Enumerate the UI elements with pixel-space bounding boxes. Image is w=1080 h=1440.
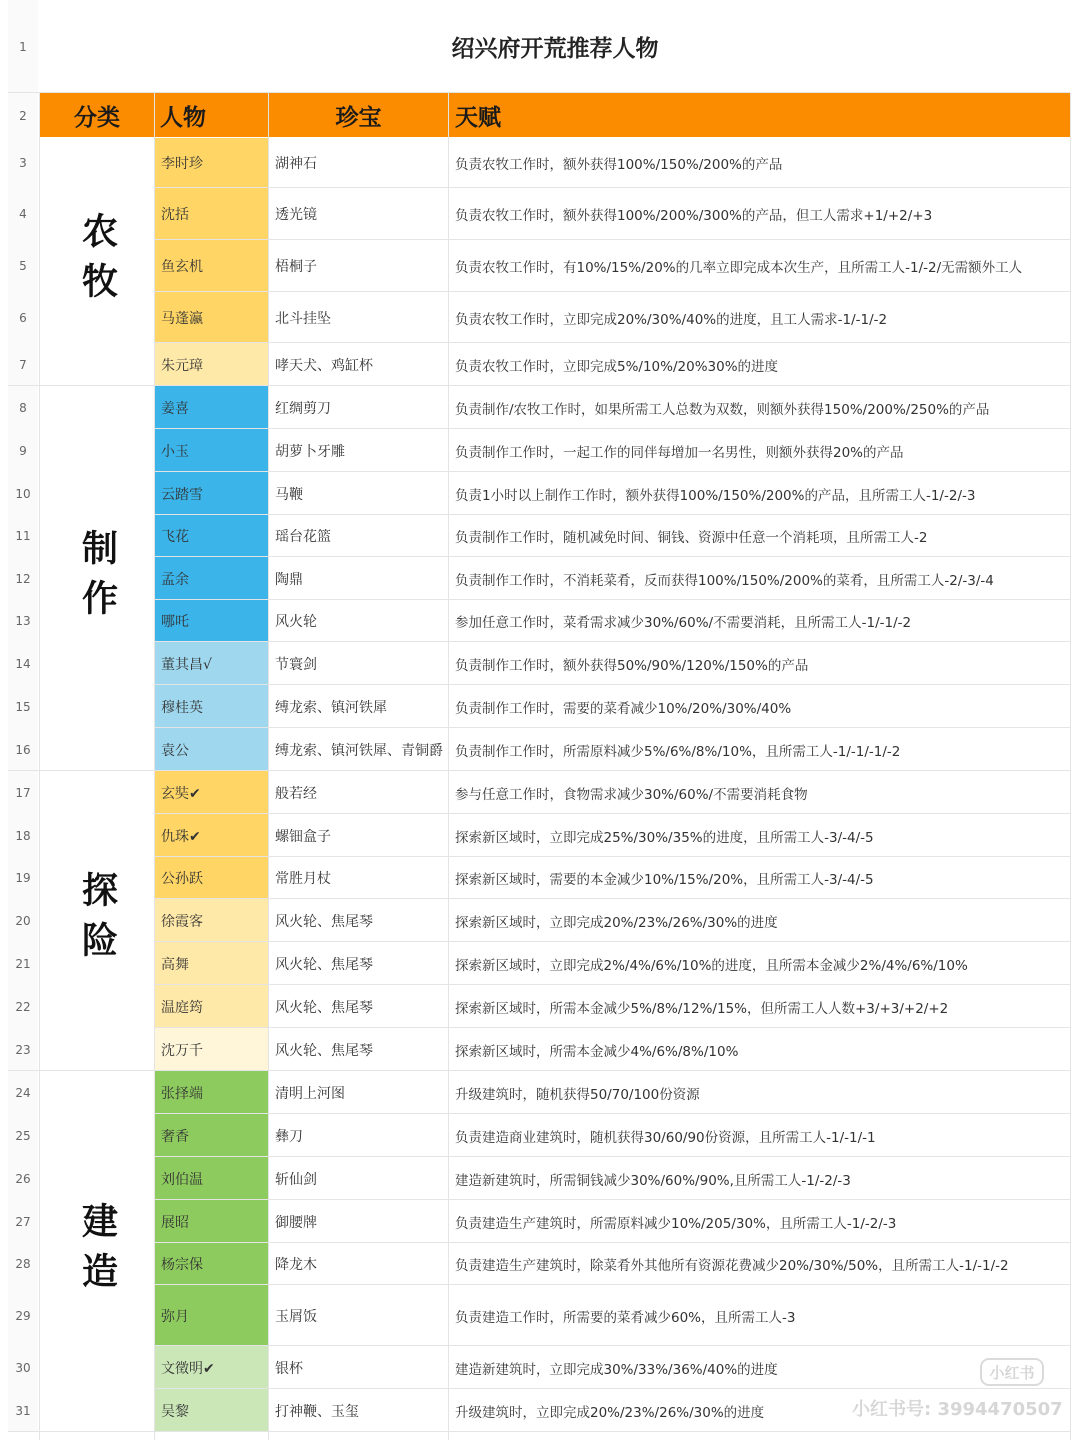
column-divider [268,93,269,1440]
treasure-cell: 降龙木 [275,1257,317,1273]
person-cell: 云踏雪 [155,472,268,515]
person-cell: 飞花 [155,515,268,557]
row-number: 9 [8,429,38,472]
talent-cell: 探索新区域时，需要的本金减少10%/15%/20%，且所需工人-3/-4/-5 [455,872,874,888]
column-divider [39,93,40,1440]
person-cell: 鱼玄机 [155,240,268,292]
row-number: 21 [8,942,38,985]
header-person: 人物 [155,93,268,137]
row-number: 31 [8,1389,38,1432]
category-label: 探险 [76,871,118,971]
talent-cell: 探索新区域时，所需本金减少5%/8%/12%/15%，但所需工人人数+3/+3/+2/+2 [455,1000,949,1017]
header-category: 分类 [40,93,154,137]
treasure-cell: 哮天犬、鸡缸杯 [275,357,373,374]
person-cell: 袁公 [155,728,268,771]
person-cell: 高舞 [155,942,268,985]
treasure-cell: 清明上河图 [275,1085,345,1102]
column-divider [448,93,449,1440]
row-number: 22 [8,985,38,1028]
talent-cell: 负责建造生产建筑时，除菜肴外其他所有资源花费减少20%/30%/50%，且所需工人-1/-1/-2 [455,1258,1009,1274]
treasure-cell: 彝刀 [275,1128,303,1145]
row-number: 28 [8,1243,38,1285]
treasure-cell: 北斗挂坠 [275,310,331,327]
talent-cell: 负责制作工作时，所需原料减少5%/6%/8%/10%，且所需工人-1/-1/-1/-2 [455,743,901,760]
row-number: 14 [8,642,38,685]
row-number: 26 [8,1157,38,1200]
treasure-cell: 马鞭 [275,486,303,503]
treasure-cell: 御腰牌 [275,1214,317,1231]
talent-cell: 升级建筑时，立即完成20%/23%/26%/30%的进度 [455,1404,765,1421]
treasure-cell: 风火轮、焦尾琴 [275,913,373,930]
person-cell: 穆桂英 [155,685,268,728]
row-number: 7 [8,343,38,386]
person-cell: 姜喜 [155,386,268,429]
treasure-cell: 风火轮、焦尾琴 [275,999,373,1016]
treasure-cell: 透光镜 [275,207,317,223]
person-cell: 徐霞客 [155,899,268,942]
row-number: 4 [8,188,38,240]
talent-cell: 参与任意工作时，食物需求减少30%/60%/不需要消耗食物 [455,786,808,803]
row-number: 2 [8,93,38,138]
person-cell: 朱元璋 [155,343,268,386]
treasure-cell: 缚龙索、镇河铁犀 [275,699,387,716]
treasure-cell: 般若经 [275,785,317,802]
person-cell: 玄奘✔ [155,771,268,814]
talent-cell: 负责1小时以上制作工作时，额外获得100%/150%/200%的产品，且所需工人-1/-2/-3 [455,487,976,504]
row-number: 8 [8,386,38,429]
row-number: 18 [8,814,38,857]
person-cell: 马蓬瀛 [155,292,268,343]
person-cell: 孟余 [155,557,268,600]
treasure-cell: 红绸剪刀 [275,400,331,417]
talent-cell: 负责制作工作时，一起工作的同伴每增加一名男性，则额外获得20%的产品 [455,444,904,461]
treasure-cell: 缚龙索、镇河铁犀、青铜爵 [275,742,443,759]
treasure-cell: 常胜月杖 [275,871,331,887]
treasure-cell: 陶鼎 [275,571,303,588]
treasure-cell: 斩仙剑 [275,1171,317,1188]
talent-cell: 升级建筑时，随机获得50/70/100份资源 [455,1086,700,1103]
person-cell: 弥月 [155,1285,268,1346]
person-cell: 公孙跃 [155,857,268,899]
treasure-cell: 玉屑饭 [275,1308,317,1325]
talent-cell: 负责建造生产建筑时，所需原料减少10%/205/30%，且所需工人-1/-2/-3 [455,1215,897,1232]
talent-cell: 建造新建筑时，所需铜钱减少30%/60%/90%,且所需工人-1/-2/-3 [455,1172,851,1189]
category-divider [8,1431,154,1432]
talent-cell: 负责农牧工作时，立即完成20%/30%/40%的进度，且工人需求-1/-1/-2 [455,311,888,328]
person-cell: 仇珠✔ [155,814,268,857]
person-cell: 沈括 [155,188,268,240]
treasure-cell: 湖神石 [275,156,317,172]
row-number: 17 [8,771,38,814]
row-number: 25 [8,1114,38,1157]
row-number: 27 [8,1200,38,1243]
treasure-cell: 风火轮、焦尾琴 [275,1042,373,1059]
talent-cell: 负责制作/农牧工作时，如果所需工人总数为双数，则额外获得150%/200%/250%的产品 [455,401,990,418]
watermark-logo: 小红书 [980,1358,1044,1386]
category-label: 建造 [76,1201,118,1302]
row-number: 16 [8,728,38,771]
treasure-cell: 梧桐子 [275,259,317,275]
talent-cell: 建造新建筑时，立即完成30%/33%/36%/40%的进度 [455,1361,778,1378]
row-number: 10 [8,472,38,515]
row-number: 11 [8,515,38,557]
talent-cell: 负责农牧工作时，额外获得100%/150%/200%的产品 [455,157,783,173]
talent-cell: 负责建造工作时，所需要的菜肴减少60%，且所需工人-3 [455,1309,796,1326]
sheet-title: 绍兴府开荒推荐人物 [451,35,659,62]
category-label: 农牧 [76,212,118,312]
person-cell: 董其昌√ [155,642,268,685]
person-cell: 哪吒 [155,600,268,642]
talent-cell: 负责制作工作时，不消耗菜肴，反而获得100%/150%/200%的菜肴，且所需工人-2/-3/-4 [455,572,994,589]
person-cell: 温庭筠 [155,985,268,1028]
row-number: 23 [8,1028,38,1071]
header-treasure: 珍宝 [269,93,448,137]
person-cell: 李时珍 [155,138,268,188]
talent-cell: 负责农牧工作时，有10%/15%/20%的几率立即完成本次生产，且所需工人-1/-2/无需额外工人 [455,260,1023,276]
talent-cell: 负责农牧工作时，额外获得100%/200%/300%的产品，但工人需求+1/+2/+3 [455,208,933,224]
treasure-cell: 螺钿盒子 [275,828,331,845]
treasure-cell: 节寰剑 [275,656,317,673]
row-number: 5 [8,240,38,292]
treasure-cell: 瑶台花篮 [275,529,331,545]
person-cell: 展昭 [155,1200,268,1243]
category-label: 制作 [76,528,118,629]
row-number: 20 [8,899,38,942]
talent-cell: 负责建造商业建筑时，随机获得30/60/90份资源，且所需工人-1/-1/-1 [455,1129,876,1146]
row-number: 15 [8,685,38,728]
row-number: 13 [8,600,38,642]
person-cell: 沈万千 [155,1028,268,1071]
talent-cell: 参加任意工作时，菜肴需求减少30%/60%/不需要消耗，且所需工人-1/-1/-2 [455,615,912,631]
row-number: 6 [8,292,38,343]
column-divider [1070,93,1071,1440]
talent-cell: 负责制作工作时，需要的菜肴减少10%/20%/30%/40% [455,700,792,717]
person-cell: 刘伯温 [155,1157,268,1200]
row-number: 3 [8,138,38,188]
person-cell: 吴黎 [155,1389,268,1432]
row-divider [155,1431,1070,1432]
talent-cell: 负责制作工作时，额外获得50%/90%/120%/150%的产品 [455,657,809,674]
row-divider [8,92,1070,93]
header-talent: 天赋 [449,93,1070,137]
watermark-text: 小红书号: 3994470507 [852,1399,1063,1420]
row-number: 29 [8,1285,38,1346]
row-number: 1 [8,0,38,93]
talent-cell: 探索新区域时，立即完成20%/23%/26%/30%的进度 [455,914,778,931]
treasure-cell: 风火轮 [275,614,317,630]
talent-cell: 探索新区域时，立即完成25%/30%/35%的进度，且所需工人-3/-4/-5 [455,829,874,846]
row-number: 12 [8,557,38,600]
treasure-cell: 银杯 [275,1360,303,1377]
person-cell: 小玉 [155,429,268,472]
talent-cell: 探索新区域时，所需本金减少4%/6%/8%/10% [455,1043,739,1060]
row-number: 19 [8,857,38,899]
person-cell: 杨宗保 [155,1243,268,1285]
treasure-cell: 风火轮、焦尾琴 [275,956,373,973]
talent-cell: 探索新区域时，立即完成2%/4%/6%/10%的进度，且所需本金减少2%/4%/6%/10% [455,957,968,974]
column-divider [154,93,155,1440]
person-cell: 文徵明✔ [155,1346,268,1389]
treasure-cell: 打神鞭、玉玺 [275,1403,359,1420]
person-cell: 张择端 [155,1071,268,1114]
row-number: 30 [8,1346,38,1389]
row-number: 24 [8,1071,38,1114]
person-cell: 奢香 [155,1114,268,1157]
talent-cell: 负责制作工作时，随机减免时间、铜钱、资源中任意一个消耗项，且所需工人-2 [455,530,928,546]
talent-cell: 负责农牧工作时，立即完成5%/10%/20%30%的进度 [455,358,779,375]
treasure-cell: 胡萝卜牙雕 [275,443,345,460]
